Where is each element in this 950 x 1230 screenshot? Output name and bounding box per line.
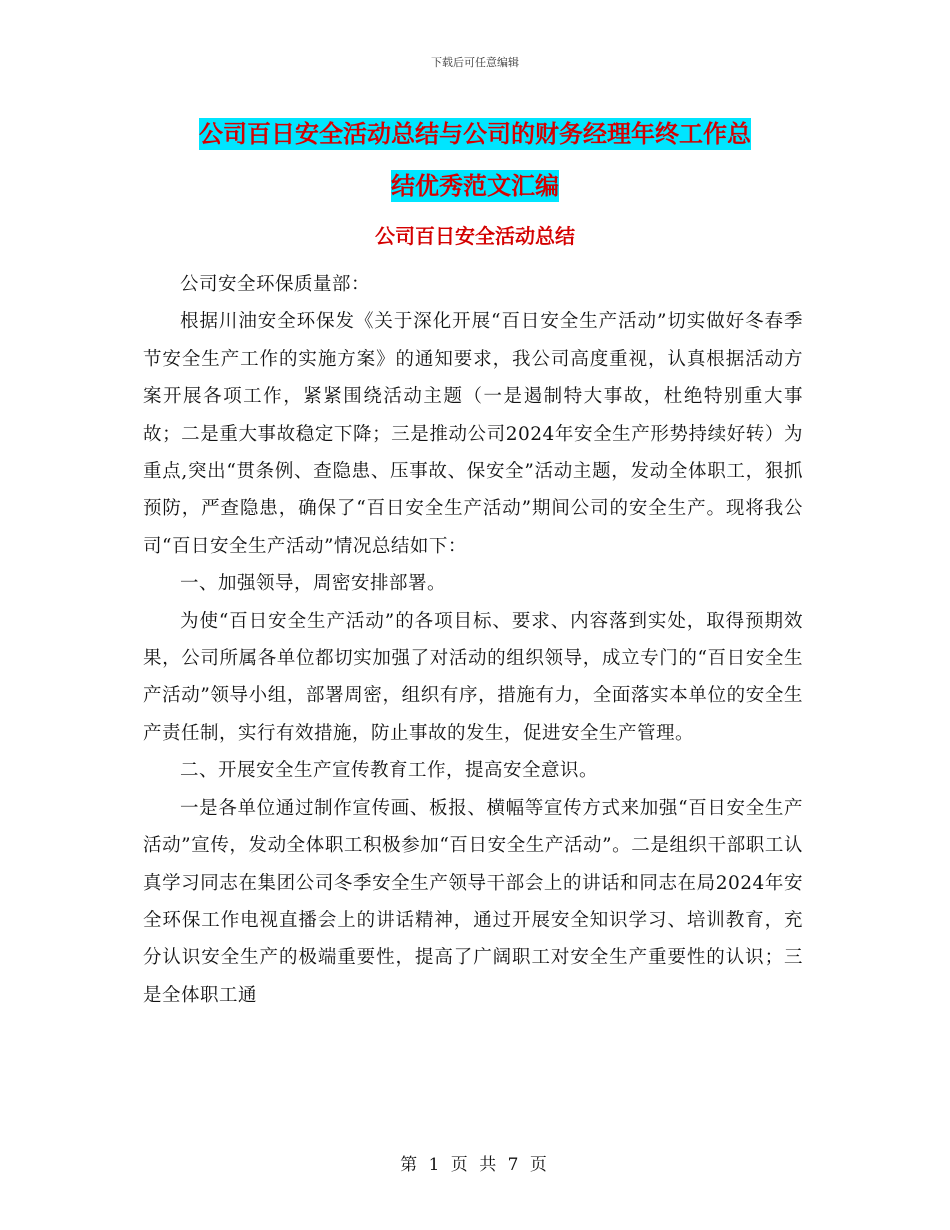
page-footer: 第 1 页 共 7 页 <box>400 1155 550 1175</box>
document-body <box>143 266 803 1014</box>
section-title: 公司百日安全活动总结 <box>375 224 575 248</box>
paragraph: 为使“百日安全生产活动”的各项目标、要求、内容落到实处，取得预期效果，公司所属各单位都切实加强了对活动的组织领导，成立专门的“百日安全生产活动”领导小组，部署周密，组织有序，措施有力，全面落实本单位的安全生产责任制，实行有效措施，防止事故的发生，促进安全生产管理。 <box>143 610 803 744</box>
document-title-line-2: 结优秀范文汇编 <box>391 172 559 200</box>
paragraph: 根据川油安全环保发《关于深化开展“百日安全生产活动”切实做好冬春季节安全生产工作的实施方案》的通知要求，我公司高度重视，认真根据活动方案开展各项工作，紧紧围绕活动主题（一是遏制特大事故，杜绝特别重大事故；二是重大事故稳定下降；三是推动公司2024年安全生产形势持续好转）为重点,突出“贯条例、查隐患、压事故、保安全”活动主题，发动全体职工，狠抓预防，严查隐患，确保了“百日安全生产活动”期间公司的安全生产。现将我公司“百日安全生产活动”情况总结如下： <box>143 311 803 557</box>
header-note: 下载后可任意编辑 <box>431 56 519 69</box>
document-title-line-1: 公司百日安全活动总结与公司的财务经理年终工作总 <box>199 120 751 148</box>
paragraph: 一是各单位通过制作宣传画、板报、横幅等宣传方式来加强“百日安全生产活动”宣传，发动全体职工积极参加“百日安全生产活动”。二是组织干部职工认真学习同志在集团公司冬季安全生产领导干部会上的讲话和同志在局2024年安全环保工作电视直播会上的讲话精神，通过开展安全知识学习、培训教育，充分认识安全生产的极端重要性，提高了广阔职工对安全生产重要性的认识；三是全体职工通 <box>143 797 803 1006</box>
paragraph-salutation: 公司安全环保质量部： <box>180 274 371 295</box>
paragraph-heading: 二、开展安全生产宣传教育工作，提高安全意识。 <box>180 760 599 782</box>
document-title <box>140 108 810 212</box>
paragraph-heading: 一、加强领导，周密安排部署。 <box>180 573 447 595</box>
